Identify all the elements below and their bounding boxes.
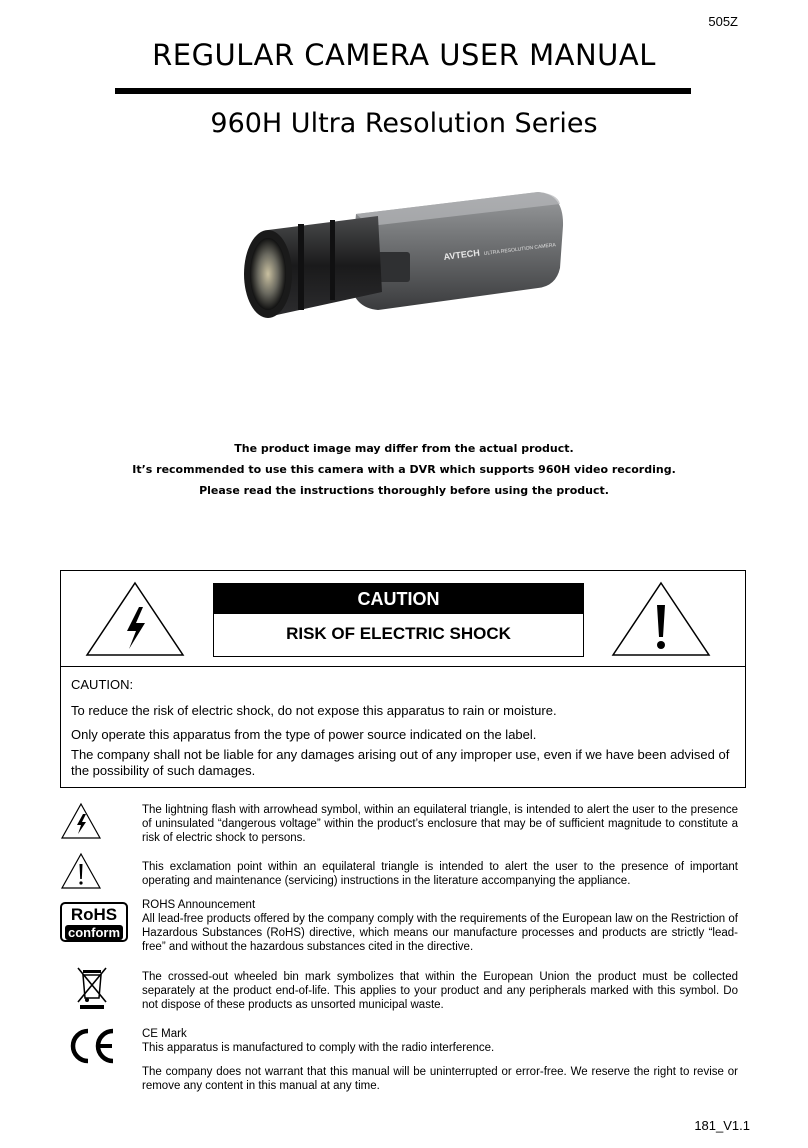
- rohs-title: ROHS Announcement: [142, 899, 256, 911]
- exclamation-symbol-description: This exclamation point within an equilateral triangle is intended to alert the user to the presence of important operating and maintenance (servicing) instructions in the literature accompanying the appliance.: [142, 861, 738, 887]
- caution-bar: CAUTION: [214, 584, 583, 614]
- rohs-conform-logo: RoHS conform: [60, 902, 128, 942]
- weee-description: The crossed-out wheeled bin mark symbolizes that within the European Union the product must be collected separately at the product end-of-life. This applies to your product and any peripherals marked with this symbol. Do not dispose of these products as unsorted municipal waste.: [142, 971, 738, 1011]
- caution-box: [60, 570, 746, 788]
- caution-line-liability: The company shall not be liable for any damages arising out of any improper use, even if we have been advised of the possibility of such damages.: [71, 747, 730, 778]
- note-read-instructions: Please read the instructions thoroughly before using the product.: [199, 484, 609, 497]
- caution-line-power: Only operate this apparatus from the type of power source indicated on the label.: [71, 727, 537, 742]
- title-rule: [115, 88, 691, 94]
- disclaimer-text: The company does not warrant that this manual will be uninterrupted or error-free. We reserve the right to revise or remove any content in this manual at any time.: [142, 1066, 738, 1092]
- document-code: 505Z: [708, 14, 738, 29]
- ce-title: CE Mark: [142, 1028, 187, 1040]
- caution-heading: CAUTION:: [71, 677, 134, 692]
- caution-line-moisture: To reduce the risk of electric shock, do not expose this apparatus to rain or moisture.: [71, 703, 557, 718]
- exclamation-warning-icon: [609, 579, 713, 659]
- ce-description: This apparatus is manufactured to comply with the radio interference.: [142, 1042, 495, 1054]
- camera-model-label: ULTRA RESOLUTION CAMERA: [483, 242, 557, 257]
- note-image-differs: The product image may differ from the actual product.: [234, 442, 574, 455]
- camera-product-image: [238, 186, 568, 336]
- caution-divider: [61, 666, 745, 667]
- note-dvr-recommendation: It’s recommended to use this camera with a DVR which supports 960H video recording.: [132, 463, 676, 476]
- ce-mark-icon: [66, 1026, 118, 1066]
- lightning-triangle-icon: [60, 802, 102, 840]
- page-subtitle: 960H Ultra Resolution Series: [210, 108, 598, 139]
- crossed-bin-icon: [74, 964, 110, 1010]
- rohs-description: All lead-free products offered by the company comply with the requirements of the European law on the Restriction of Hazardous Substances (RoHS) directive, which means our manufacture processes and products are strictly “lead-free” and without the hazardous substances cited in the directive.: [142, 913, 738, 953]
- lightning-symbol-description: The lightning flash with arrowhead symbol, within an equilateral triangle, is intended to alert the user to the presence of uninsulated “dangerous voltage” within the product’s enclosure that may be of sufficient magnitude to constitute a risk of electric shock to persons.: [142, 804, 738, 844]
- camera-brand-label: AVTECH: [443, 247, 481, 262]
- risk-of-shock-label: RISK OF ELECTRIC SHOCK: [286, 624, 511, 643]
- lightning-warning-icon: [83, 579, 187, 659]
- page-title: REGULAR CAMERA USER MANUAL: [152, 38, 656, 72]
- exclamation-triangle-icon: [60, 852, 102, 890]
- caution-panel: [213, 583, 584, 657]
- version-label: 181_V1.1: [694, 1118, 750, 1133]
